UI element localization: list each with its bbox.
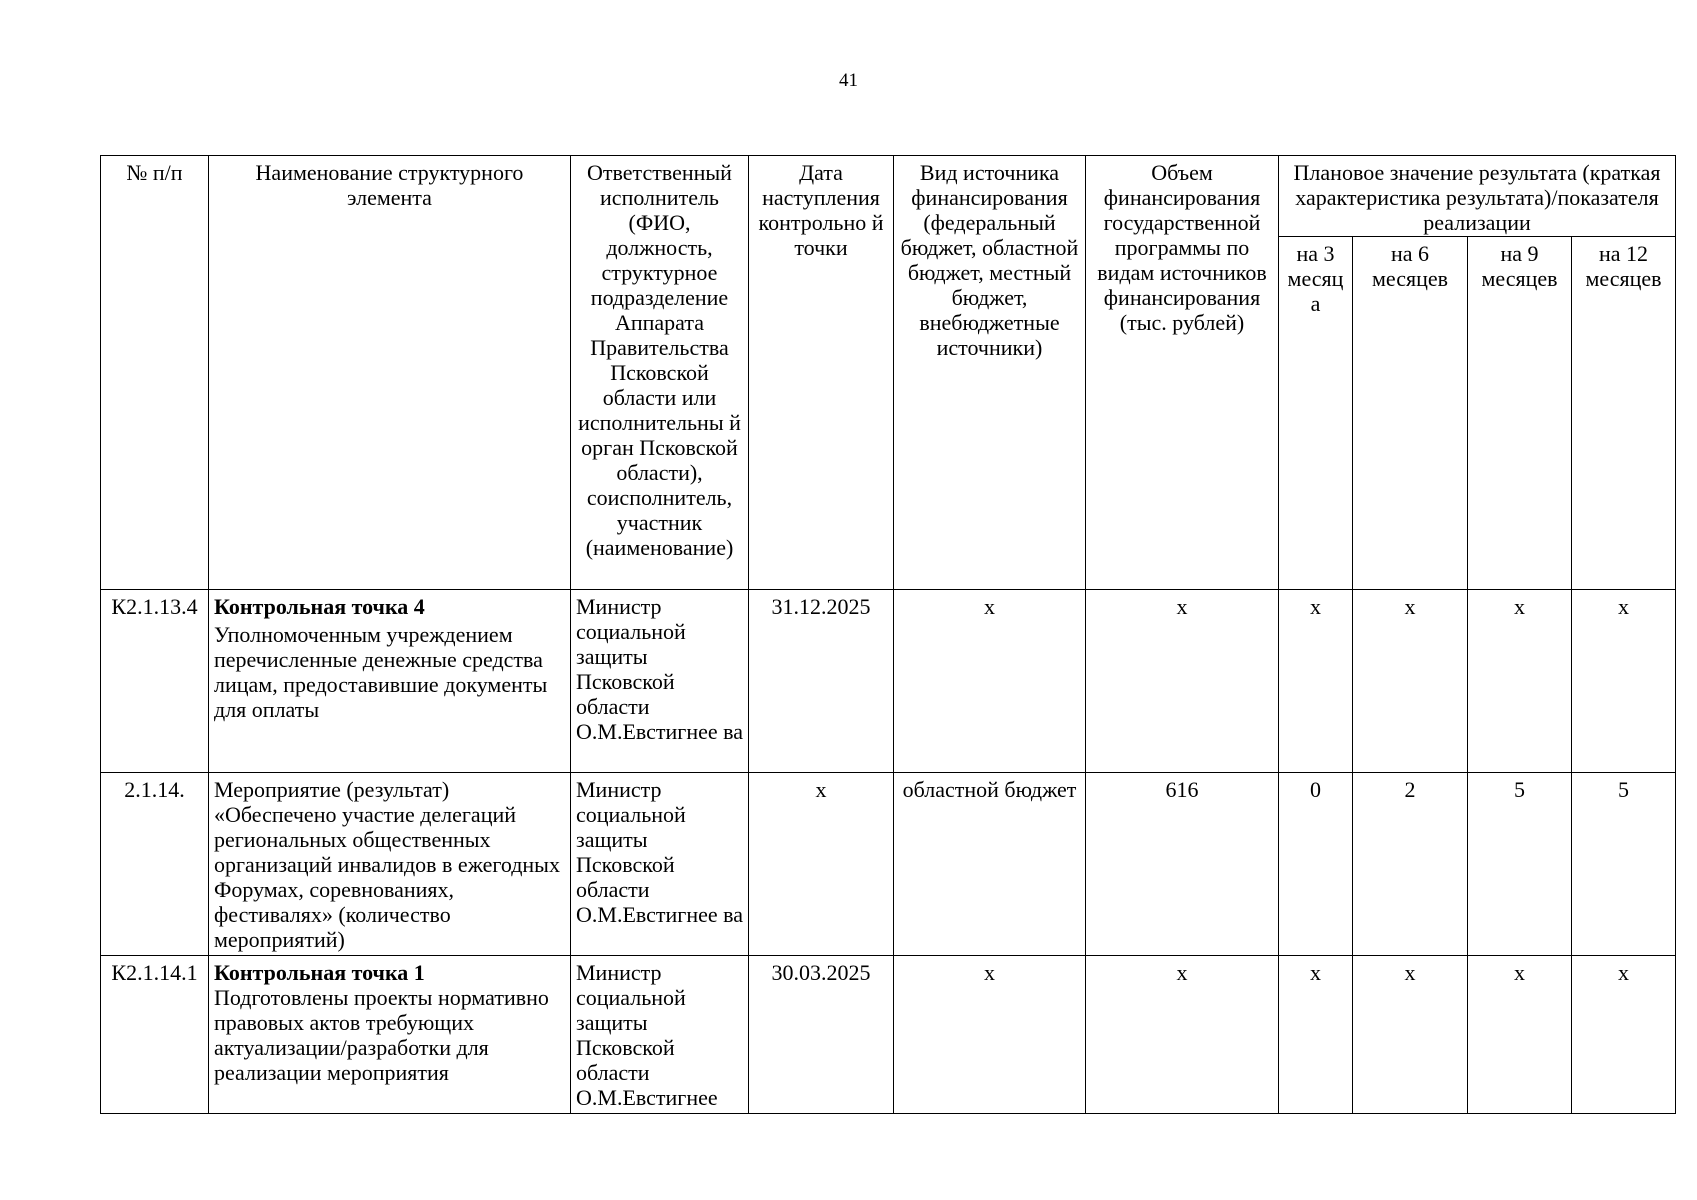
row-m9: 5 (1468, 773, 1572, 956)
control-points-table (100, 155, 1676, 1114)
row-m3: х (1279, 956, 1353, 1114)
row-name: Мероприятие (результат) «Обеспечено участие делегаций региональных общественных организаций инвалидов в ежегодных Форумах, соревнованиях, фестивалях» (количество мероприятий) (214, 777, 560, 952)
row-date: 30.03.2025 (749, 956, 894, 1114)
header-m12: на 12 месяцев (1572, 237, 1676, 590)
control-point-title: Контрольная точка 1 (214, 960, 425, 985)
control-point-title: Контрольная точка 4 (214, 594, 425, 619)
header-name: Наименование структурного элемента (209, 156, 571, 590)
row-name-cell (209, 590, 571, 773)
row-num: К2.1.14.1 (101, 956, 209, 1114)
table-row (101, 956, 1676, 1114)
row-m9: х (1468, 956, 1572, 1114)
header-plan: Плановое значение результата (краткая характеристика результата)/показателя реализации (1279, 156, 1676, 237)
row-m6: х (1353, 590, 1468, 773)
row-responsible: Министр социальной защиты Псковской области О.М.Евстигнее (571, 956, 749, 1114)
row-m6: х (1353, 956, 1468, 1114)
row-source: х (894, 590, 1086, 773)
header-responsible: Ответственный исполнитель (ФИО, должность, структурное подразделение Аппарата Правительства Псковской области или исполнительны й орган Псковской области), соисполнитель, участник (наименование) (571, 156, 749, 590)
row-m12: х (1572, 956, 1676, 1114)
row-m12: 5 (1572, 773, 1676, 956)
row-source: областной бюджет (894, 773, 1086, 956)
table-row (101, 590, 1676, 773)
header-row (101, 156, 1676, 237)
row-name-cell (209, 956, 571, 1114)
header-num: № п/п (101, 156, 209, 590)
header-date: Дата наступления контрольно й точки (749, 156, 894, 590)
header-volume: Объем финансирования государственной программы по видам источников финансирования (тыс. рублей) (1086, 156, 1279, 590)
row-volume: 616 (1086, 773, 1279, 956)
row-name: Уполномоченным учреждением перечисленные денежные средства лицам, предоставившие документы для оплаты (214, 622, 548, 722)
row-num: 2.1.14. (101, 773, 209, 956)
row-name-cell (209, 773, 571, 956)
header-source: Вид источника финансирования (федеральный бюджет, областной бюджет, местный бюджет, внебюджетные источники) (894, 156, 1086, 590)
row-m6: 2 (1353, 773, 1468, 956)
row-responsible: Министр социальной защиты Псковской области О.М.Евстигнее ва (571, 590, 749, 773)
row-name: Подготовлены проекты нормативно правовых актов требующих актуализации/разработки для реализации мероприятия (214, 985, 549, 1085)
header-m6: на 6 месяцев (1353, 237, 1468, 590)
row-responsible: Министр социальной защиты Псковской области О.М.Евстигнее ва (571, 773, 749, 956)
row-m9: х (1468, 590, 1572, 773)
row-date: 31.12.2025 (749, 590, 894, 773)
header-m3: на 3 месяц а (1279, 237, 1353, 590)
row-volume: х (1086, 956, 1279, 1114)
row-num: К2.1.13.4 (101, 590, 209, 773)
page-number: 41 (839, 70, 858, 91)
row-volume: х (1086, 590, 1279, 773)
row-m3: 0 (1279, 773, 1353, 956)
table-row (101, 773, 1676, 956)
row-m3: х (1279, 590, 1353, 773)
row-m12: х (1572, 590, 1676, 773)
row-date: х (749, 773, 894, 956)
header-m9: на 9 месяцев (1468, 237, 1572, 590)
row-source: х (894, 956, 1086, 1114)
